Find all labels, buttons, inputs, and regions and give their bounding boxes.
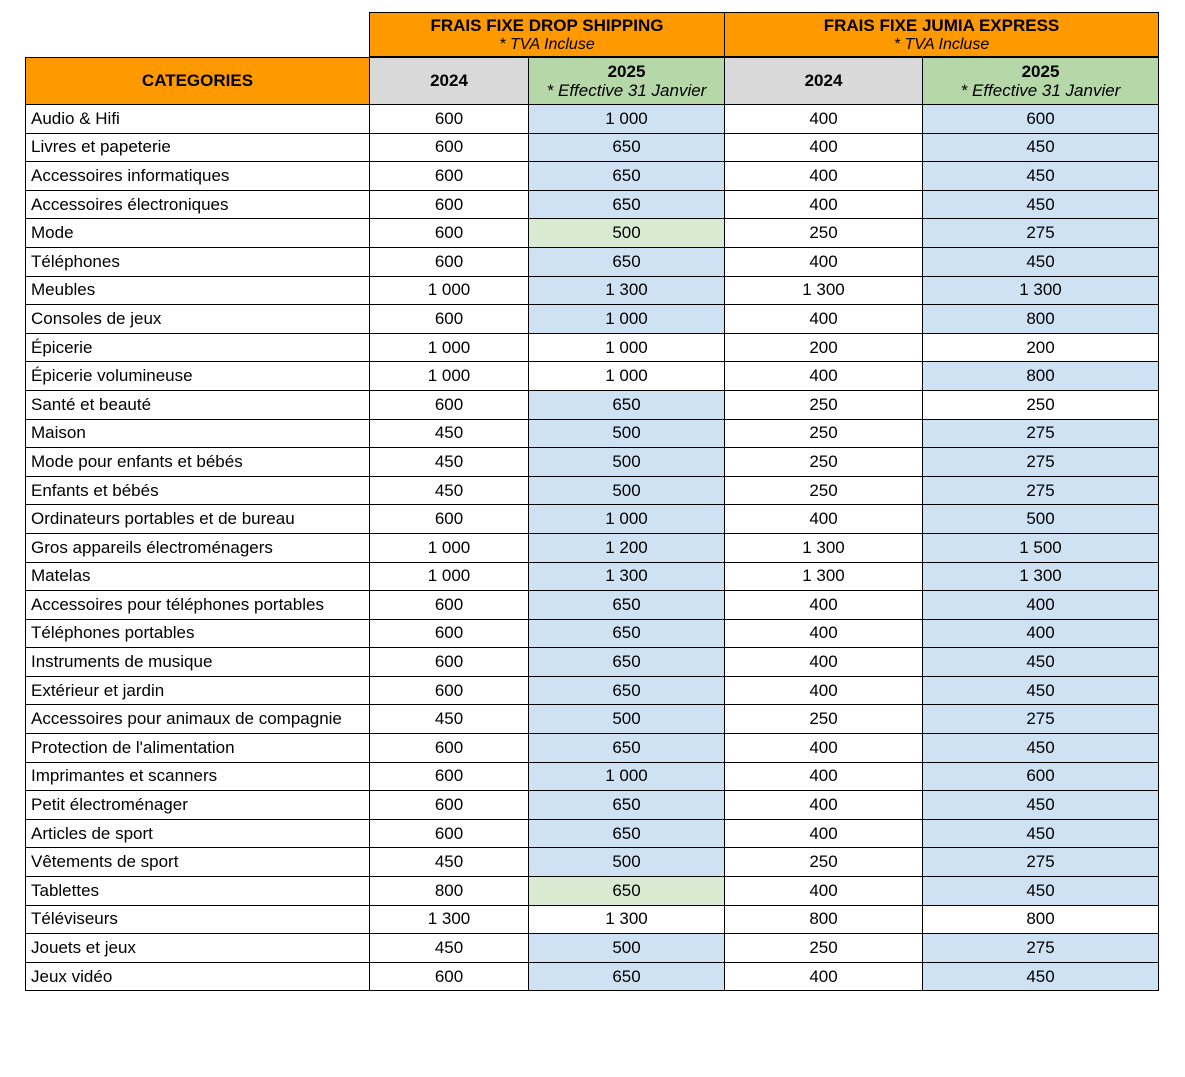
drop-2025-cell: 650 (529, 591, 725, 620)
drop-2024-cell: 450 (370, 705, 529, 734)
express-2025-cell: 600 (923, 105, 1159, 134)
category-cell: Épicerie volumineuse (26, 362, 370, 391)
express-2024-cell: 400 (725, 648, 923, 677)
table-row (26, 448, 1159, 477)
table-row (26, 734, 1159, 763)
drop-2025-year: 2025 (607, 62, 646, 81)
fees-table-body (26, 105, 1159, 991)
drop-2025-cell: 650 (529, 390, 725, 419)
express-2025-cell: 400 (923, 591, 1159, 620)
drop-2025-header (529, 58, 725, 105)
drop-2025-cell: 650 (529, 962, 725, 991)
table-row (26, 333, 1159, 362)
category-cell: Meubles (26, 276, 370, 305)
drop-2024-cell: 600 (370, 133, 529, 162)
drop-2024-cell: 450 (370, 934, 529, 963)
express-2025-cell: 800 (923, 905, 1159, 934)
drop-2025-cell: 650 (529, 676, 725, 705)
express-2025-cell: 1 300 (923, 562, 1159, 591)
drop-2024-cell: 1 000 (370, 562, 529, 591)
column-header-row (26, 58, 1159, 105)
category-cell: Petit électroménager (26, 791, 370, 820)
drop-2024-cell: 1 000 (370, 333, 529, 362)
express-2024-cell: 200 (725, 333, 923, 362)
express-2025-cell: 275 (923, 448, 1159, 477)
express-2024-cell: 400 (725, 247, 923, 276)
category-cell: Mode pour enfants et bébés (26, 448, 370, 477)
categories-header: CATEGORIES (26, 58, 370, 105)
category-cell: Téléphones portables (26, 619, 370, 648)
drop-2024-cell: 600 (370, 648, 529, 677)
drop-2024-cell: 450 (370, 476, 529, 505)
express-2024-cell: 1 300 (725, 276, 923, 305)
express-2024-header: 2024 (725, 58, 923, 105)
fees-table (25, 57, 1159, 991)
table-row (26, 362, 1159, 391)
drop-2025-cell: 650 (529, 247, 725, 276)
drop-2025-cell: 650 (529, 619, 725, 648)
express-2025-cell: 200 (923, 333, 1159, 362)
table-row (26, 762, 1159, 791)
table-row (26, 905, 1159, 934)
express-2024-cell: 400 (725, 162, 923, 191)
express-2025-cell: 450 (923, 247, 1159, 276)
express-2024-cell: 400 (725, 676, 923, 705)
table-row (26, 648, 1159, 677)
table-row (26, 133, 1159, 162)
table-row (26, 305, 1159, 334)
category-cell: Téléphones (26, 247, 370, 276)
express-2024-cell: 1 300 (725, 562, 923, 591)
category-cell: Matelas (26, 562, 370, 591)
drop-2025-cell: 1 300 (529, 905, 725, 934)
drop-2025-cell: 1 300 (529, 276, 725, 305)
drop-2024-cell: 450 (370, 448, 529, 477)
express-2025-effective-note: * Effective 31 Janvier (960, 81, 1121, 100)
drop-2024-cell: 450 (370, 848, 529, 877)
express-2025-cell: 450 (923, 877, 1159, 906)
category-cell: Accessoires électroniques (26, 190, 370, 219)
express-2024-cell: 400 (725, 362, 923, 391)
drop-2025-cell: 650 (529, 190, 725, 219)
category-cell: Accessoires pour téléphones portables (26, 591, 370, 620)
drop-2025-cell: 500 (529, 419, 725, 448)
drop-2025-effective-note: * Effective 31 Janvier (546, 81, 707, 100)
express-2025-cell: 450 (923, 734, 1159, 763)
drop-2024-cell: 600 (370, 390, 529, 419)
express-2024-cell: 250 (725, 934, 923, 963)
drop-2025-cell: 1 300 (529, 562, 725, 591)
category-cell: Gros appareils électroménagers (26, 533, 370, 562)
express-2024-cell: 250 (725, 390, 923, 419)
drop-2025-cell: 1 200 (529, 533, 725, 562)
category-cell: Extérieur et jardin (26, 676, 370, 705)
express-2024-cell: 800 (725, 905, 923, 934)
table-row (26, 476, 1159, 505)
express-2024-cell: 250 (725, 705, 923, 734)
drop-2024-cell: 600 (370, 190, 529, 219)
express-2024-cell: 250 (725, 448, 923, 477)
table-row (26, 419, 1159, 448)
drop-2024-cell: 600 (370, 162, 529, 191)
express-2024-cell: 400 (725, 962, 923, 991)
drop-2024-cell: 1 000 (370, 533, 529, 562)
express-2025-cell: 450 (923, 676, 1159, 705)
express-2024-cell: 400 (725, 734, 923, 763)
category-cell: Vêtements de sport (26, 848, 370, 877)
category-cell: Mode (26, 219, 370, 248)
table-row (26, 219, 1159, 248)
drop-2025-cell: 500 (529, 705, 725, 734)
express-2025-cell: 800 (923, 362, 1159, 391)
drop-2025-cell: 500 (529, 476, 725, 505)
express-2025-cell: 275 (923, 419, 1159, 448)
drop-2025-cell: 500 (529, 934, 725, 963)
category-cell: Santé et beauté (26, 390, 370, 419)
express-2025-cell: 275 (923, 705, 1159, 734)
category-cell: Tablettes (26, 877, 370, 906)
category-cell: Instruments de musique (26, 648, 370, 677)
express-2024-cell: 400 (725, 305, 923, 334)
category-cell: Accessoires informatiques (26, 162, 370, 191)
drop-2025-cell: 1 000 (529, 333, 725, 362)
drop-2025-cell: 650 (529, 819, 725, 848)
express-2025-cell: 450 (923, 791, 1159, 820)
category-cell: Jouets et jeux (26, 934, 370, 963)
express-2025-cell: 275 (923, 848, 1159, 877)
category-cell: Consoles de jeux (26, 305, 370, 334)
drop-2024-cell: 600 (370, 734, 529, 763)
category-cell: Audio & Hifi (26, 105, 370, 134)
category-cell: Protection de l'alimentation (26, 734, 370, 763)
table-row (26, 848, 1159, 877)
express-2024-cell: 400 (725, 190, 923, 219)
express-2024-cell: 400 (725, 619, 923, 648)
drop-shipping-title: FRAIS FIXE DROP SHIPPING (430, 16, 664, 35)
drop-2025-cell: 650 (529, 133, 725, 162)
express-2025-header (923, 58, 1159, 105)
drop-2024-cell: 600 (370, 791, 529, 820)
category-cell: Ordinateurs portables et de bureau (26, 505, 370, 534)
table-row (26, 877, 1159, 906)
express-2025-cell: 800 (923, 305, 1159, 334)
express-2025-cell: 250 (923, 390, 1159, 419)
category-cell: Livres et papeterie (26, 133, 370, 162)
table-row (26, 676, 1159, 705)
express-2024-cell: 250 (725, 219, 923, 248)
express-2025-cell: 450 (923, 133, 1159, 162)
drop-2025-cell: 500 (529, 848, 725, 877)
drop-2025-cell: 1 000 (529, 505, 725, 534)
express-2024-cell: 400 (725, 877, 923, 906)
express-2024-cell: 400 (725, 819, 923, 848)
table-row (26, 591, 1159, 620)
table-row (26, 934, 1159, 963)
category-cell: Imprimantes et scanners (26, 762, 370, 791)
table-row (26, 190, 1159, 219)
table-row (26, 247, 1159, 276)
category-cell: Maison (26, 419, 370, 448)
category-cell: Épicerie (26, 333, 370, 362)
drop-2025-cell: 650 (529, 734, 725, 763)
table-row (26, 390, 1159, 419)
table-row (26, 562, 1159, 591)
category-cell: Téléviseurs (26, 905, 370, 934)
table-row (26, 962, 1159, 991)
drop-2024-cell: 1 000 (370, 362, 529, 391)
drop-2025-cell: 1 000 (529, 362, 725, 391)
drop-2024-cell: 600 (370, 962, 529, 991)
drop-shipping-header (369, 12, 725, 57)
drop-shipping-subtitle: * TVA Incluse (499, 36, 595, 53)
drop-2024-cell: 1 000 (370, 276, 529, 305)
express-2025-cell: 450 (923, 190, 1159, 219)
drop-2025-cell: 650 (529, 791, 725, 820)
express-2025-cell: 450 (923, 162, 1159, 191)
drop-2024-cell: 600 (370, 819, 529, 848)
express-2025-cell: 1 500 (923, 533, 1159, 562)
jumia-express-title: FRAIS FIXE JUMIA EXPRESS (823, 16, 1060, 35)
express-2025-cell: 1 300 (923, 276, 1159, 305)
drop-2024-cell: 600 (370, 619, 529, 648)
table-row (26, 533, 1159, 562)
table-row (26, 105, 1159, 134)
drop-2025-cell: 1 000 (529, 305, 725, 334)
table-row (26, 162, 1159, 191)
drop-2024-cell: 800 (370, 877, 529, 906)
drop-2024-cell: 600 (370, 762, 529, 791)
express-2025-year: 2025 (1021, 62, 1060, 81)
drop-2024-cell: 1 300 (370, 905, 529, 934)
jumia-express-subtitle: * TVA Incluse (893, 36, 990, 53)
express-2024-cell: 250 (725, 419, 923, 448)
express-2024-cell: 250 (725, 476, 923, 505)
table-row (26, 791, 1159, 820)
drop-2025-cell: 500 (529, 219, 725, 248)
express-2024-cell: 400 (725, 505, 923, 534)
drop-2025-cell: 1 000 (529, 105, 725, 134)
drop-2024-cell: 600 (370, 505, 529, 534)
express-2025-cell: 500 (923, 505, 1159, 534)
drop-2024-header: 2024 (370, 58, 529, 105)
drop-2024-cell: 450 (370, 419, 529, 448)
table-row (26, 705, 1159, 734)
category-cell: Articles de sport (26, 819, 370, 848)
drop-2025-cell: 650 (529, 162, 725, 191)
drop-2025-cell: 1 000 (529, 762, 725, 791)
category-cell: Enfants et bébés (26, 476, 370, 505)
drop-2024-cell: 600 (370, 105, 529, 134)
express-2025-cell: 275 (923, 934, 1159, 963)
drop-2024-cell: 600 (370, 305, 529, 334)
express-2024-cell: 1 300 (725, 533, 923, 562)
table-row (26, 505, 1159, 534)
express-2025-cell: 400 (923, 619, 1159, 648)
express-2025-cell: 450 (923, 819, 1159, 848)
express-2024-cell: 400 (725, 791, 923, 820)
jumia-express-header (724, 12, 1159, 57)
drop-2025-cell: 650 (529, 648, 725, 677)
category-cell: Accessoires pour animaux de compagnie (26, 705, 370, 734)
express-2024-cell: 400 (725, 762, 923, 791)
table-row (26, 619, 1159, 648)
drop-2024-cell: 600 (370, 676, 529, 705)
express-2024-cell: 250 (725, 848, 923, 877)
table-row (26, 276, 1159, 305)
express-2025-cell: 275 (923, 476, 1159, 505)
drop-2025-cell: 650 (529, 877, 725, 906)
table-row (26, 819, 1159, 848)
drop-2025-cell: 500 (529, 448, 725, 477)
drop-2024-cell: 600 (370, 247, 529, 276)
category-cell: Jeux vidéo (26, 962, 370, 991)
drop-2024-cell: 600 (370, 219, 529, 248)
express-2024-cell: 400 (725, 591, 923, 620)
express-2025-cell: 450 (923, 962, 1159, 991)
express-2025-cell: 275 (923, 219, 1159, 248)
drop-2024-cell: 600 (370, 591, 529, 620)
express-2025-cell: 450 (923, 648, 1159, 677)
express-2024-cell: 400 (725, 133, 923, 162)
express-2025-cell: 600 (923, 762, 1159, 791)
express-2024-cell: 400 (725, 105, 923, 134)
